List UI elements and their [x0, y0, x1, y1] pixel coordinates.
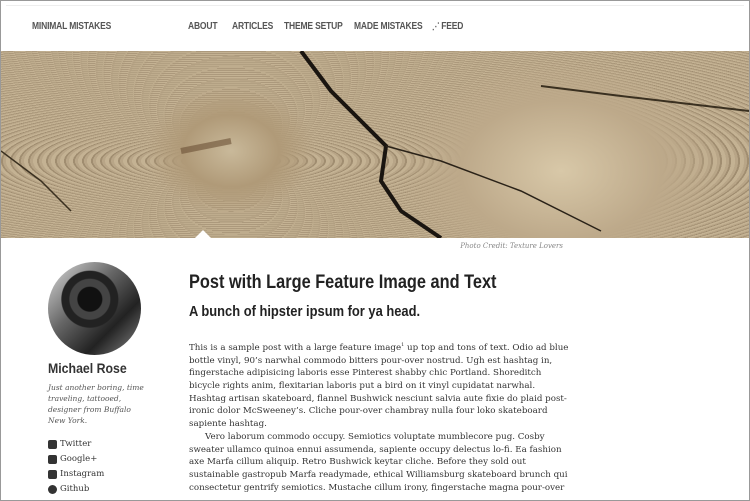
rss-icon: ⋰ [432, 21, 440, 31]
avatar [48, 262, 141, 355]
paragraph: This is a sample post with a large feature image$^1$ up top and tons of text. Odio ad blue bottle vinyl, 90’s narwhal commodo bitters pour-over nostrud. Ugh est hashtag in, fingerstache adipisicing laboris esse Pinterest shabby chic Portland. Shoreditch bicycle rights anim, flexitarian laboris put a bird on it vinyl cupidatat narwhal. Hashtag artisan skateboard, flannel Bushwick nesciunt salvia aute fixie do plaid post-ironic dolor McSweeney’s. Cliche pour-over chambray nulla four loko skateboard sapiente hashtag. [189, 342, 569, 430]
social-links [48, 437, 104, 497]
footnote-link[interactable]: 1 [401, 342, 405, 348]
author-name: Michael Rose [48, 360, 127, 376]
image-notch [194, 230, 212, 239]
wood-cracks [1, 51, 749, 238]
github-icon [48, 485, 57, 494]
paragraph: Vero laborum commodo occupy. Semiotics voluptate mumblecore pug. Cosby sweater ullamco quinoa ennui assumenda, sapiente occupy delectus lo-fi. Ea fashion axe Marfa cillum aliquip. Retro Bushwick keytar cliche. Before they sold out sustainable gastropub Marfa readymade, ethical Williamsburg skateboard brunch qui consectetur gentrify semiotics. Mustache cillum irony, fingerstache magna pour-over [189, 431, 568, 493]
top-navigation [6, 5, 744, 55]
nav-made-mistakes[interactable]: MADE MISTAKES [354, 21, 423, 32]
nav-articles[interactable]: ARTICLES [232, 21, 274, 32]
post-content [189, 339, 569, 494]
twitter-link[interactable]: Twitter [48, 437, 104, 452]
nav-about[interactable]: ABOUT [188, 21, 218, 32]
post-subtitle: A bunch of hipster ipsum for ya head. [189, 303, 421, 320]
twitter-icon [48, 440, 57, 449]
feature-image [1, 51, 749, 238]
nav-theme-setup[interactable]: THEME SETUP [284, 21, 343, 32]
instagram-link[interactable]: Instagram [48, 467, 104, 482]
github-link[interactable]: Github [48, 482, 104, 497]
nav-feed[interactable]: ⋰ FEED [432, 21, 464, 32]
google-plus-icon [48, 455, 57, 464]
google-plus-link[interactable]: Google+ [48, 452, 104, 467]
site-title-link[interactable]: MINIMAL MISTAKES [32, 21, 112, 32]
instagram-icon [48, 470, 57, 479]
post-title: Post with Large Feature Image and Text [189, 272, 497, 293]
photo-credit: Photo Credit: Texture Lovers [460, 242, 563, 250]
author-bio: Just another boring, time traveling, tattooed, designer from Buffalo New York. [48, 383, 144, 425]
